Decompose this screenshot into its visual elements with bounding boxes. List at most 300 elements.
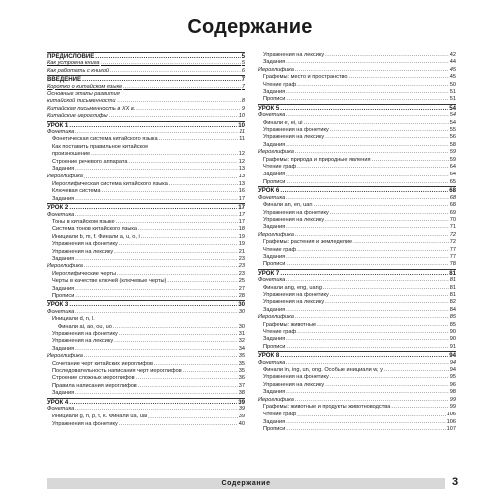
toc-leader-dots bbox=[286, 179, 448, 186]
toc-leader-dots bbox=[286, 307, 449, 314]
toc-entry-title: Упражнения на фонетику bbox=[52, 241, 118, 248]
toc-entry[interactable] bbox=[258, 307, 456, 314]
toc-leader-dots bbox=[330, 292, 449, 299]
toc-entry[interactable] bbox=[258, 389, 456, 396]
toc-entry[interactable] bbox=[258, 426, 456, 433]
toc-entry[interactable] bbox=[47, 383, 245, 390]
toc-page-number: 21 bbox=[238, 248, 245, 255]
toc-leader-dots bbox=[353, 239, 449, 246]
toc-leader-dots bbox=[295, 67, 449, 74]
toc-leader-dots bbox=[323, 285, 449, 292]
toc-entry[interactable] bbox=[47, 293, 245, 300]
toc-entry[interactable] bbox=[258, 247, 456, 254]
toc-entry[interactable] bbox=[258, 360, 456, 367]
toc-entry[interactable] bbox=[258, 157, 456, 164]
toc-entry-title: Задания bbox=[52, 285, 75, 292]
toc-entry[interactable] bbox=[258, 52, 456, 59]
toc-entry[interactable] bbox=[258, 314, 456, 321]
toc-page-number: 64 bbox=[449, 164, 456, 171]
toc-entry-title: Фонетика bbox=[258, 359, 286, 366]
toc-page-number: 7 bbox=[241, 83, 245, 90]
toc-leader-dots bbox=[141, 234, 238, 241]
toc-entry[interactable] bbox=[47, 249, 245, 256]
toc-entry[interactable] bbox=[47, 196, 245, 203]
page-footer bbox=[0, 474, 500, 493]
toc-leader-dots bbox=[286, 277, 449, 284]
toc-leader-dots bbox=[102, 188, 238, 195]
toc-page-number: 5 bbox=[241, 52, 245, 60]
toc-entry[interactable] bbox=[258, 195, 456, 202]
toc-entry-title: Иероглифика bbox=[258, 66, 294, 73]
toc-entry[interactable] bbox=[258, 224, 456, 231]
toc-leader-dots bbox=[391, 404, 448, 411]
toc-entry[interactable] bbox=[47, 166, 245, 173]
toc-section-row[interactable] bbox=[47, 300, 245, 308]
toc-leader-dots bbox=[295, 397, 449, 404]
toc-page-number: 10 bbox=[238, 113, 245, 120]
toc-entry[interactable] bbox=[47, 263, 245, 270]
toc-entry-title: Прописи bbox=[52, 293, 75, 299]
toc-entry[interactable] bbox=[258, 127, 456, 134]
toc-page-number: 98 bbox=[449, 389, 456, 396]
toc-entry-title: Ключевая система bbox=[52, 188, 101, 195]
toc-entry[interactable] bbox=[47, 368, 245, 375]
toc-leader-dots bbox=[330, 127, 449, 134]
toc-entry-title: Фонетика bbox=[47, 129, 75, 136]
toc-entry-title: Инициали g, h, p, t, k. Финали ua, uai bbox=[52, 413, 148, 420]
toc-entry-title: Финали an, en, uan bbox=[263, 202, 313, 209]
toc-page-number: 11 bbox=[239, 136, 245, 143]
toc-entry[interactable] bbox=[258, 299, 456, 306]
toc-entry[interactable] bbox=[258, 374, 456, 381]
toc-page-number: 94 bbox=[449, 359, 456, 366]
toc-page-number: 68 bbox=[449, 187, 456, 195]
toc-entry[interactable] bbox=[47, 241, 245, 248]
toc-entry[interactable] bbox=[47, 406, 245, 413]
toc-entry[interactable] bbox=[47, 98, 245, 105]
toc-entry[interactable] bbox=[47, 188, 245, 195]
toc-entry-title: Задания bbox=[263, 89, 286, 96]
toc-page-number: 85 bbox=[449, 321, 456, 328]
toc-page-number: 81 bbox=[449, 292, 456, 298]
toc-leader-dots bbox=[119, 331, 238, 338]
toc-page-number: 70 bbox=[449, 216, 456, 223]
toc-leader-dots bbox=[119, 421, 238, 428]
toc-entry-title: Китайская письменность в XX в. bbox=[47, 105, 136, 112]
toc-leader-dots bbox=[69, 204, 237, 211]
toc-entry-title: Инициали b, m, f. Финали a, u, o, i bbox=[52, 233, 140, 240]
toc-entry[interactable] bbox=[258, 336, 456, 343]
toc-page-number: 90 bbox=[449, 336, 456, 343]
toc-entry[interactable] bbox=[47, 309, 245, 316]
toc-page-number: 17 bbox=[238, 211, 245, 218]
toc-entry[interactable] bbox=[47, 181, 245, 188]
toc-entry-title: Чтение граф bbox=[263, 81, 297, 88]
toc-leader-dots bbox=[136, 375, 238, 382]
toc-section-row[interactable] bbox=[258, 351, 456, 359]
toc-page-number: 84 bbox=[449, 306, 456, 313]
toc-entry-title: Черты в качестве ключей (ключевые черты) bbox=[52, 278, 167, 285]
toc-leader-dots bbox=[286, 254, 449, 261]
toc-leader-dots bbox=[154, 361, 238, 368]
toc-leader-dots bbox=[95, 53, 240, 60]
toc-section-row[interactable] bbox=[258, 186, 456, 194]
toc-entry[interactable] bbox=[258, 134, 456, 141]
toc-entry[interactable] bbox=[47, 234, 245, 241]
toc-leader-dots bbox=[280, 187, 448, 194]
toc-leader-dots bbox=[286, 96, 448, 103]
toc-page-number: 58 bbox=[449, 141, 456, 148]
toc-entry[interactable] bbox=[258, 210, 456, 217]
toc-section-row[interactable] bbox=[47, 75, 245, 83]
toc-page-number: 38 bbox=[238, 390, 245, 397]
toc-entry[interactable] bbox=[47, 390, 245, 397]
toc-page-number: 10 bbox=[238, 121, 245, 129]
toc-entry-title: Прописи bbox=[263, 96, 286, 103]
toc-entry[interactable] bbox=[258, 89, 456, 96]
toc-page-number: 18 bbox=[238, 226, 245, 233]
toc-entry[interactable] bbox=[258, 404, 456, 411]
toc-entry-title: Иероглифика bbox=[258, 396, 294, 403]
toc-leader-dots bbox=[286, 224, 449, 231]
toc-entry[interactable] bbox=[47, 226, 245, 233]
toc-entry-title: Упражнения на фонетику bbox=[263, 127, 329, 134]
toc-entry[interactable] bbox=[258, 112, 456, 119]
toc-entry[interactable] bbox=[258, 120, 456, 127]
toc-entry[interactable] bbox=[258, 74, 456, 81]
toc-leader-dots bbox=[286, 59, 449, 66]
toc-entry[interactable] bbox=[47, 256, 245, 263]
toc-entry[interactable] bbox=[47, 151, 245, 158]
toc-leader-dots bbox=[167, 278, 237, 285]
toc-page-number: 50 bbox=[449, 81, 456, 88]
toc-page-number: 30 bbox=[238, 323, 245, 330]
toc-leader-dots bbox=[75, 256, 238, 263]
toc-page-number: 72 bbox=[449, 231, 456, 238]
toc-page-number: 51 bbox=[449, 96, 456, 103]
toc-entry[interactable] bbox=[258, 397, 456, 404]
toc-entry-title: Фонетика bbox=[47, 406, 75, 413]
toc-entry[interactable] bbox=[258, 142, 456, 149]
toc-entry-title: Упражнения на фонетику bbox=[263, 374, 329, 381]
toc-entry-title: УРОК 6 bbox=[258, 187, 280, 195]
toc-leader-dots bbox=[325, 382, 449, 389]
toc-page-number: 17 bbox=[238, 204, 245, 212]
toc-entry[interactable] bbox=[47, 106, 245, 113]
toc-entry[interactable] bbox=[258, 82, 456, 89]
toc-entry[interactable] bbox=[47, 129, 245, 136]
toc-entry[interactable] bbox=[258, 96, 456, 103]
toc-section-row[interactable] bbox=[47, 203, 245, 211]
toc-entry-title: Прописи bbox=[263, 343, 286, 350]
toc-entry[interactable] bbox=[258, 164, 456, 171]
toc-entry[interactable] bbox=[47, 338, 245, 345]
toc-leader-dots bbox=[295, 232, 449, 239]
toc-entry-title: Фонетическая система китайского языка bbox=[52, 136, 158, 143]
toc-page-number: 91 bbox=[449, 343, 456, 350]
toc-entry[interactable] bbox=[47, 353, 245, 360]
toc-page-number: 17 bbox=[238, 218, 245, 225]
toc-entry-title: Задания bbox=[263, 336, 286, 343]
toc-page-number: 39 bbox=[238, 413, 245, 420]
toc-leader-dots bbox=[75, 293, 237, 300]
toc-leader-dots bbox=[109, 113, 238, 120]
toc-entry-title: Упражнения на фонетику bbox=[263, 209, 329, 216]
toc-entry-title: Иероглифика bbox=[258, 231, 294, 238]
toc-entry-title: ВВЕДЕНИЕ bbox=[47, 76, 82, 84]
toc-leader-dots bbox=[113, 324, 238, 331]
toc-page-number: 68 bbox=[449, 202, 456, 209]
toc-entry-title: Упражнения на лексику bbox=[263, 216, 325, 223]
toc-entry-title: Как работать с книгой bbox=[47, 67, 110, 74]
toc-page-number: 51 bbox=[449, 89, 456, 96]
toc-entry[interactable] bbox=[258, 239, 456, 246]
toc-entry[interactable] bbox=[47, 136, 245, 143]
toc-leader-dots bbox=[169, 181, 238, 188]
toc-page-number: 54 bbox=[449, 104, 456, 112]
toc-entry-title: Фонетика bbox=[47, 308, 75, 315]
toc-leader-dots bbox=[286, 336, 449, 343]
toc-page-number: 37 bbox=[238, 382, 245, 389]
toc-entry[interactable] bbox=[258, 179, 456, 186]
toc-leader-dots bbox=[280, 270, 448, 277]
toc-leader-dots bbox=[286, 426, 445, 433]
toc-entry[interactable] bbox=[47, 414, 245, 421]
toc-entry-title: УРОК 4 bbox=[47, 398, 69, 406]
toc-entry[interactable] bbox=[258, 254, 456, 261]
toc-entry-title: Задания bbox=[52, 255, 75, 262]
toc-entry-title: Упражнения на лексику bbox=[52, 248, 114, 255]
toc-leader-dots bbox=[325, 134, 449, 141]
toc-page-number: 95 bbox=[449, 374, 456, 381]
toc-page-number: 32 bbox=[238, 338, 245, 345]
toc-entry-title: Упражнения на лексику bbox=[52, 338, 114, 345]
toc-entry-title: Иероглифика bbox=[258, 314, 294, 321]
toc-entry[interactable] bbox=[47, 212, 245, 219]
toc-page-number: 6 bbox=[241, 67, 245, 74]
toc-page-number: 13 bbox=[238, 180, 245, 187]
toc-page-number: 54 bbox=[449, 112, 456, 119]
toc-entry-title: Графемы: природа и природные явления bbox=[263, 156, 371, 163]
toc-page-number: 5 bbox=[241, 60, 245, 67]
toc-entry[interactable] bbox=[47, 174, 245, 181]
toc-entry-title: Фонетика bbox=[47, 211, 75, 218]
toc-entry-title: Строение речевого аппарата bbox=[52, 158, 128, 165]
toc-leader-dots bbox=[297, 164, 449, 171]
toc-leader-dots bbox=[286, 172, 449, 179]
toc-entry[interactable] bbox=[47, 68, 245, 75]
toc-entry-title: Задания bbox=[52, 195, 75, 202]
toc-page-number: 35 bbox=[238, 353, 245, 360]
toc-leader-dots bbox=[384, 367, 449, 374]
toc-entry[interactable] bbox=[258, 59, 456, 66]
toc-page-number: 34 bbox=[238, 345, 245, 352]
toc-entry[interactable] bbox=[47, 84, 245, 91]
toc-page-number: 23 bbox=[238, 263, 245, 270]
toc-entry[interactable] bbox=[258, 202, 456, 209]
toc-entry[interactable] bbox=[258, 172, 456, 179]
toc-entry-title: Прописи bbox=[263, 426, 286, 433]
toc-leader-dots bbox=[286, 344, 448, 351]
toc-entry-title: Основные этапы развития bbox=[47, 91, 120, 98]
toc-leader-dots bbox=[183, 368, 238, 375]
toc-entry-title: Финали ang, eng, uang bbox=[263, 284, 322, 291]
toc-entry-title: Финали in, ing, un, ong. Особые инициали w, y bbox=[263, 367, 383, 374]
toc-entry[interactable] bbox=[258, 367, 456, 374]
toc-section-row[interactable] bbox=[47, 52, 245, 60]
toc-entry[interactable] bbox=[47, 278, 245, 285]
toc-leader-dots bbox=[286, 261, 448, 268]
toc-page-number: 13 bbox=[238, 166, 245, 173]
toc-page-number: 28 bbox=[238, 293, 245, 299]
toc-entry-title: Графемы: место и пространство bbox=[263, 74, 348, 81]
toc-entry[interactable] bbox=[47, 331, 245, 338]
toc-entry[interactable] bbox=[258, 412, 456, 419]
toc-entry-title: Чтение граф bbox=[263, 246, 297, 253]
footer-label: Содержание bbox=[221, 480, 271, 487]
toc-entry[interactable] bbox=[258, 285, 456, 292]
toc-leader-dots bbox=[314, 202, 449, 209]
toc-entry[interactable] bbox=[258, 261, 456, 268]
toc-entry-title: Задания bbox=[52, 166, 75, 173]
toc-leader-dots bbox=[325, 52, 449, 59]
toc-entry-title: Иероглифические черты bbox=[52, 270, 117, 277]
toc-leader-dots bbox=[84, 353, 238, 360]
toc-entry[interactable] bbox=[258, 232, 456, 239]
toc-page-number: 81 bbox=[449, 284, 456, 291]
toc-entry-title: Правила написания иероглифов bbox=[52, 382, 137, 389]
toc-leader-dots bbox=[136, 106, 241, 113]
toc-entry[interactable] bbox=[47, 361, 245, 368]
toc-page-number: 85 bbox=[449, 314, 456, 321]
toc-leader-dots bbox=[84, 174, 238, 181]
toc-entry[interactable] bbox=[258, 329, 456, 336]
toc-page-number: 30 bbox=[238, 308, 245, 315]
toc-entry[interactable] bbox=[258, 217, 456, 224]
toc-entry[interactable] bbox=[47, 113, 245, 120]
page-number: 3 bbox=[452, 476, 459, 488]
toc-entry-title: Тоны в китайском языке bbox=[52, 218, 115, 225]
toc-entry-title: Задания bbox=[263, 253, 286, 260]
toc-entry-title: Задания bbox=[263, 141, 286, 148]
toc-leader-dots bbox=[110, 68, 241, 75]
toc-entry[interactable] bbox=[258, 344, 456, 351]
toc-page-number: 106 bbox=[446, 418, 456, 425]
toc-section-row[interactable] bbox=[258, 104, 456, 112]
toc-entry[interactable] bbox=[47, 421, 245, 428]
toc-entry[interactable] bbox=[258, 292, 456, 299]
toc-entry[interactable] bbox=[47, 91, 245, 98]
toc-entry[interactable] bbox=[47, 219, 245, 226]
toc-entry-title: произношение bbox=[52, 151, 91, 158]
toc-entry[interactable] bbox=[258, 419, 456, 426]
toc-entry[interactable] bbox=[47, 159, 245, 166]
toc-entry[interactable] bbox=[258, 67, 456, 74]
toc-entry-title: Графемы: растения и земледелие bbox=[263, 239, 353, 246]
toc-entry[interactable] bbox=[47, 375, 245, 382]
toc-entry[interactable] bbox=[258, 277, 456, 284]
toc-leader-dots bbox=[75, 129, 238, 136]
toc-entry-title: Упражнения на лексику bbox=[263, 134, 325, 141]
toc-entry-title: Прописи bbox=[263, 261, 286, 268]
toc-entry-title: Чтение граф bbox=[263, 329, 297, 336]
toc-leader-dots bbox=[138, 226, 238, 233]
toc-page-number: 8 bbox=[241, 98, 245, 105]
toc-entry-title: Фонетика bbox=[258, 112, 286, 119]
toc-entry-title: УРОК 5 bbox=[258, 104, 280, 112]
toc-entry-title: Коротко о китайском языке bbox=[47, 83, 123, 90]
toc-page-number: 55 bbox=[449, 127, 456, 134]
toc-entry-title: Задания bbox=[52, 390, 75, 397]
toc-page-number: 40 bbox=[238, 420, 245, 427]
toc-entry-title: Прописи bbox=[263, 178, 286, 185]
toc-leader-dots bbox=[295, 149, 449, 156]
toc-entry[interactable] bbox=[47, 286, 245, 293]
toc-leader-dots bbox=[138, 383, 238, 390]
toc-page-number: 71 bbox=[449, 224, 456, 231]
toc-page-number: 69 bbox=[449, 209, 456, 216]
toc-leader-dots bbox=[330, 210, 449, 217]
toc-entry-title: Чтение граф bbox=[263, 411, 297, 418]
toc-leader-dots bbox=[297, 412, 446, 419]
toc-leader-dots bbox=[286, 112, 449, 119]
toc-leader-dots bbox=[119, 241, 238, 248]
toc-page-number: 36 bbox=[238, 375, 245, 382]
toc-entry[interactable] bbox=[258, 149, 456, 156]
toc-entry-title: Сочетание черт китайских иероглифов bbox=[52, 360, 153, 367]
toc-section-row[interactable] bbox=[47, 398, 245, 406]
toc-section-row[interactable] bbox=[258, 269, 456, 277]
toc-page-number: 99 bbox=[449, 404, 456, 411]
toc-page-number: 12 bbox=[238, 151, 245, 158]
toc-entry-title: УРОК 1 bbox=[47, 121, 69, 129]
toc-page-number: 23 bbox=[238, 270, 245, 277]
toc-entry[interactable] bbox=[47, 346, 245, 353]
toc-page-number: 59 bbox=[449, 156, 456, 163]
toc-page-number: 64 bbox=[449, 171, 456, 178]
toc-page-number: 72 bbox=[449, 239, 456, 246]
toc-entry[interactable] bbox=[47, 324, 245, 331]
toc-leader-dots bbox=[297, 329, 449, 336]
toc-leader-dots bbox=[75, 390, 238, 397]
toc-entry[interactable] bbox=[47, 144, 245, 151]
toc-entry[interactable] bbox=[47, 271, 245, 278]
toc-page-number: 7 bbox=[241, 76, 245, 84]
toc-page-number: 54 bbox=[449, 119, 456, 126]
toc-entry[interactable] bbox=[258, 322, 456, 329]
toc-page-number: 16 bbox=[238, 188, 245, 195]
toc-page-number: 82 bbox=[449, 299, 456, 306]
toc-section-row[interactable] bbox=[47, 121, 245, 129]
toc-leader-dots bbox=[75, 166, 238, 173]
toc-leader-dots bbox=[372, 157, 449, 164]
toc-entry-title: Финали ai, ao, ou, uo bbox=[58, 323, 112, 330]
toc-leader-dots bbox=[69, 122, 237, 129]
toc-leader-dots bbox=[280, 105, 448, 112]
toc-leader-dots bbox=[330, 374, 449, 381]
toc-leader-dots bbox=[297, 82, 449, 89]
toc-entry-title: УРОК 3 bbox=[47, 301, 69, 309]
toc-page-number: 45 bbox=[449, 66, 456, 73]
toc-page-number: 96 bbox=[449, 381, 456, 388]
toc-entry[interactable] bbox=[47, 316, 245, 323]
toc-page-number: 81 bbox=[449, 269, 456, 277]
toc-entry[interactable] bbox=[47, 60, 245, 67]
toc-entry-title: Фонетика bbox=[258, 277, 286, 284]
toc-leader-dots bbox=[116, 219, 238, 226]
toc-entry[interactable] bbox=[258, 382, 456, 389]
toc-entry-title: Задания bbox=[52, 345, 75, 352]
